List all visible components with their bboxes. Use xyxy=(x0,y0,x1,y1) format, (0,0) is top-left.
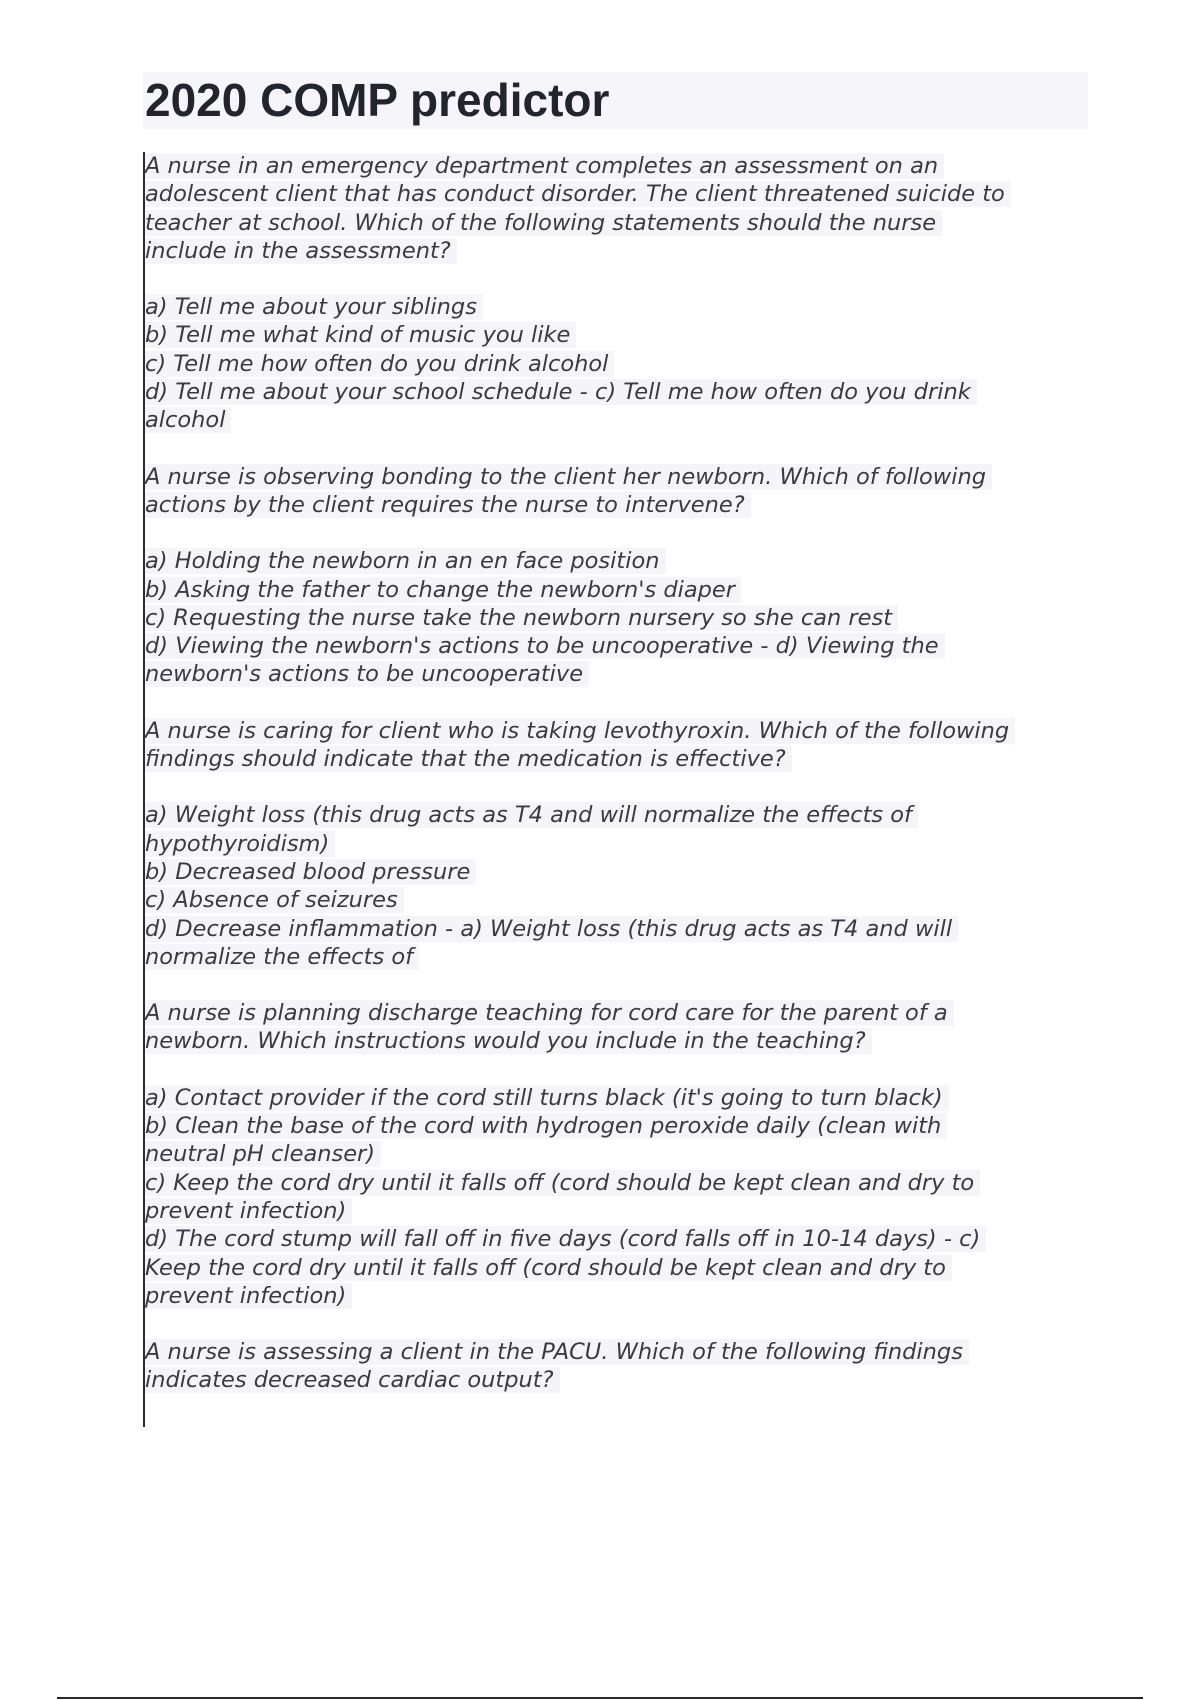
option-line: hypothyroidism) xyxy=(145,830,1083,858)
text-line: A nurse is caring for client who is taking levothyroxin. Which of the following xyxy=(145,717,1083,745)
text-line: findings should indicate that the medication is effective? xyxy=(145,745,1083,773)
question-4-options xyxy=(145,1084,1083,1310)
text-line: indicates decreased cardiac output? xyxy=(145,1366,1083,1394)
option-line: d) Viewing the newborn's actions to be uncooperative - d) Viewing the xyxy=(145,632,1083,660)
option-line: b) Asking the father to change the newborn's diaper xyxy=(145,576,1083,604)
option-line: Keep the cord dry until it falls off (cord should be kept clean and dry to xyxy=(145,1254,1083,1282)
option-line: prevent infection) xyxy=(145,1197,1083,1225)
page-bottom-rule xyxy=(57,1697,1143,1699)
option-line: d) Decrease inflammation - a) Weight loss (this drug acts as T4 and will xyxy=(145,915,1083,943)
text-line: adolescent client that has conduct disorder. The client threatened suicide to xyxy=(145,180,1083,208)
question-2-stem xyxy=(145,463,1083,520)
option-line: a) Tell me about your siblings xyxy=(145,293,1083,321)
text-line: include in the assessment? xyxy=(145,237,1083,265)
option-line: alcohol xyxy=(145,406,1083,434)
option-line: normalize the effects of xyxy=(145,943,1083,971)
option-line: d) Tell me about your school schedule - c) Tell me how often do you drink xyxy=(145,378,1083,406)
question-4-stem xyxy=(145,999,1083,1056)
option-line: a) Contact provider if the cord still turns black (it's going to turn black) xyxy=(145,1084,1083,1112)
option-line: c) Tell me how often do you drink alcohol xyxy=(145,350,1083,378)
option-line: c) Requesting the nurse take the newborn nursery so she can rest xyxy=(145,604,1083,632)
option-line: a) Weight loss (this drug acts as T4 and will normalize the effects of xyxy=(145,801,1083,829)
option-line: b) Clean the base of the cord with hydrogen peroxide daily (clean with xyxy=(145,1112,1083,1140)
question-1-stem xyxy=(145,152,1083,265)
question-2-options xyxy=(145,547,1083,688)
question-3-stem xyxy=(145,717,1083,774)
option-line: c) Keep the cord dry until it falls off (cord should be kept clean and dry to xyxy=(145,1169,1083,1197)
option-line: d) The cord stump will fall off in five days (cord falls off in 10-14 days) - c) xyxy=(145,1225,1083,1253)
text-line: A nurse is observing bonding to the client her newborn. Which of following xyxy=(145,463,1083,491)
question-3-options xyxy=(145,801,1083,971)
text-line: teacher at school. Which of the following statements should the nurse xyxy=(145,209,1083,237)
option-line: b) Decreased blood pressure xyxy=(145,858,1083,886)
page-title: 2020 COMP predictor xyxy=(145,74,610,126)
option-line: neutral pH cleanser) xyxy=(145,1140,1083,1168)
text-line: A nurse is planning discharge teaching for cord care for the parent of a xyxy=(145,999,1083,1027)
question-list xyxy=(143,152,1083,1427)
option-line: c) Absence of seizures xyxy=(145,886,1083,914)
text-line: A nurse is assessing a client in the PACU. Which of the following findings xyxy=(145,1338,1083,1366)
text-line: A nurse in an emergency department completes an assessment on an xyxy=(145,152,1083,180)
text-line: actions by the client requires the nurse to intervene? xyxy=(145,491,1083,519)
option-line: prevent infection) xyxy=(145,1282,1083,1310)
option-line: a) Holding the newborn in an en face position xyxy=(145,547,1083,575)
option-line: b) Tell me what kind of music you like xyxy=(145,321,1083,349)
option-line: newborn's actions to be uncooperative xyxy=(145,660,1083,688)
question-5-stem xyxy=(145,1338,1083,1395)
question-1-options xyxy=(145,293,1083,434)
text-line: newborn. Which instructions would you include in the teaching? xyxy=(145,1027,1083,1055)
